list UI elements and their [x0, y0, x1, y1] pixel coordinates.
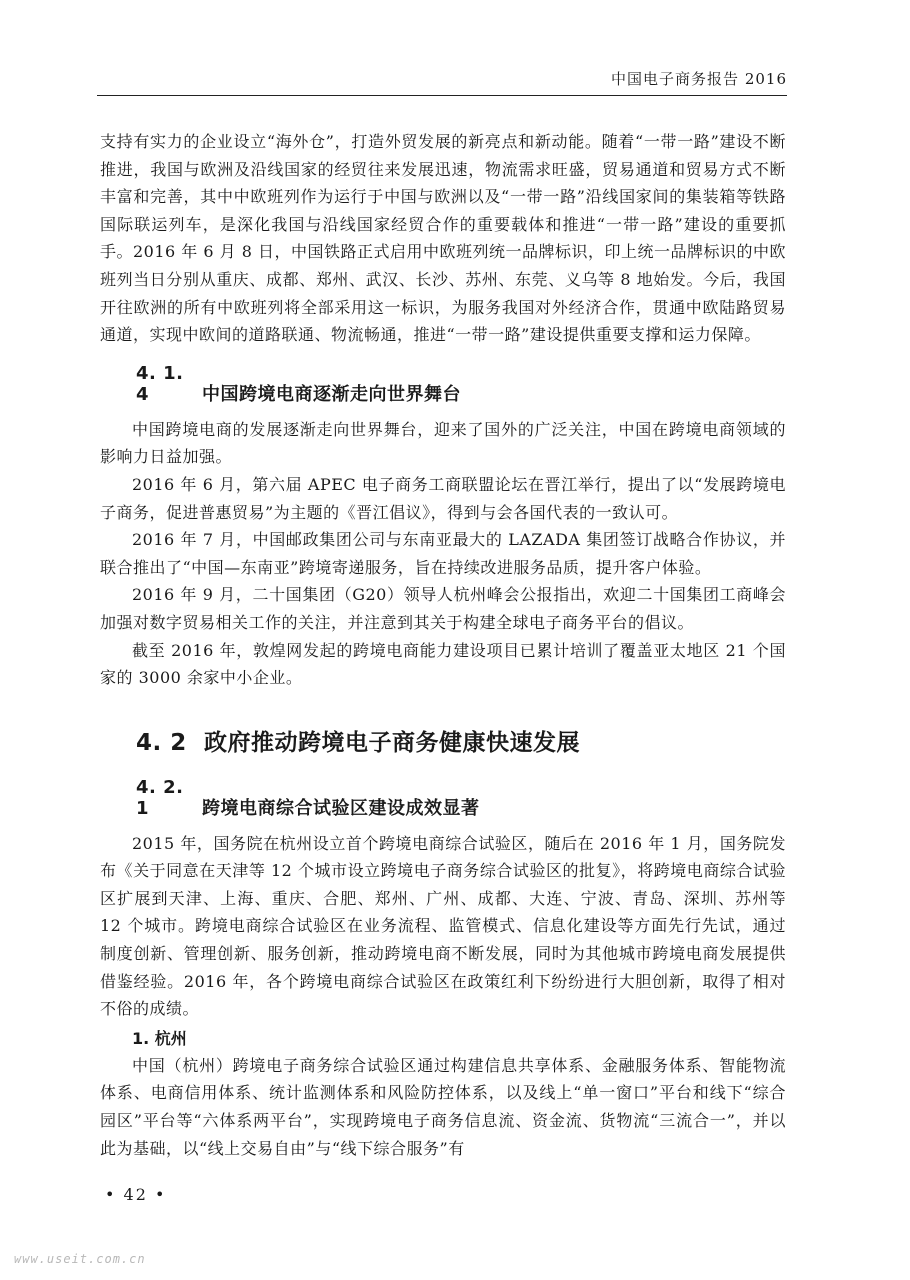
section-number: 4. 2. 1: [136, 776, 184, 819]
paragraph: 截至 2016 年，敦煌网发起的跨境电商能力建设项目已累计培训了覆盖亚太地区 21 个国家的 3000 余家中小企业。: [100, 640, 786, 688]
paragraph: 中国（杭州）跨境电子商务综合试验区通过构建信息共享体系、金融服务体系、智能物流体系、电商信用体系、统计监测体系和风险防控体系，以及线上“单一窗口”平台和线下“综合园区”平台等“六体系两平台”，实现跨境电子商务信息流、资金流、货物流“三流合一”，并以此为基础，以“线上交易自由”与“线下综合服务”有: [100, 1055, 786, 1158]
section-title: 跨境电商综合试验区建设成效显著: [202, 797, 480, 819]
item-heading-hangzhou: 1. 杭州: [132, 1028, 187, 1048]
body-text: [100, 128, 786, 1162]
section-number: 4. 2: [136, 729, 187, 756]
section-number: 4. 1. 4: [136, 362, 184, 405]
section-title: 中国跨境电商逐渐走向世界舞台: [202, 383, 461, 405]
section-title: 政府推动跨境电子商务健康快速发展: [204, 729, 580, 756]
subsection-heading-4-2-1: [100, 777, 786, 820]
subsection-heading-4-1-4: [100, 363, 786, 406]
paragraph: 2016 年 7 月，中国邮政集团公司与东南亚最大的 LAZADA 集团签订战略合作协议，并联合推出了“中国—东南亚”跨境寄递服务，旨在持续改进服务品质，提升客户体验。: [100, 530, 786, 577]
paragraph: 2015 年，国务院在杭州设立首个跨境电商综合试验区，随后在 2016 年 1 月，国务院发布《关于同意在天津等 12 个城市设立跨境电子商务综合试验区的批复》，将跨境电商综合试验区扩展到天津、上海、重庆、合肥、郑州、广州、成都、大连、宁波、青岛、深圳、苏州等 12 个城市。跨境电商综合试验区在业务流程、监管模式、信息化建设等方面先行先试，通过制度创新、管理创新、服务创新，推动跨境电商不断发展，同时为其他城市跨境电商发展提供借鉴经验。2016 年，各个跨境电商综合试验区在政策红利下纷纷进行大胆创新，取得了相对不俗的成绩。: [100, 833, 786, 1019]
section-heading-4-2: [100, 724, 786, 757]
paragraph: 2016 年 6 月，第六届 APEC 电子商务工商联盟论坛在晋江举行，提出了以“发展跨境电子商务，促进普惠贸易”为主题的《晋江倡议》，得到与会各国代表的一致认可。: [100, 474, 786, 522]
page-number: • 42 •: [105, 1185, 167, 1204]
header-rule: [97, 95, 787, 96]
running-header: 中国电子商务报告 2016: [611, 70, 787, 88]
watermark: www.useit.com.cn: [14, 1252, 146, 1266]
paragraph: 中国跨境电商的发展逐渐走向世界舞台，迎来了国外的广泛关注，中国在跨境电商领域的影响力日益加强。: [100, 419, 786, 467]
paragraph: 支持有实力的企业设立“海外仓”，打造外贸发展的新亮点和新动能。随着“一带一路”建设不断推进，我国与欧洲及沿线国家的经贸往来发展迅速，物流需求旺盛，贸易通道和贸易方式不断丰富和完善，其中中欧班列作为运行于中国与欧洲以及“一带一路”沿线国家间的集装箱等铁路国际联运列车，是深化我国与沿线国家经贸合作的重要载体和推进“一带一路”建设的重要抓手。2016 年 6 月 8 日，中国铁路正式启用中欧班列统一品牌标识，印上统一品牌标识的中欧班列当日分别从重庆、成都、郑州、武汉、长沙、苏州、东莞、义乌等 8 地始发。今后，我国开往欧洲的所有中欧班列将全部采用这一标识，为服务我国对外经济合作，贯通中欧陆路贸易通道，实现中欧间的道路联通、物流畅通，推进“一带一路”建设提供重要支撑和运力保障。: [100, 132, 787, 345]
paragraph: 2016 年 9 月，二十国集团（G20）领导人杭州峰会公报指出，欢迎二十国集团工商峰会加强对数字贸易相关工作的关注，并注意到其关于构建全球电子商务平台的倡议。: [100, 585, 786, 632]
